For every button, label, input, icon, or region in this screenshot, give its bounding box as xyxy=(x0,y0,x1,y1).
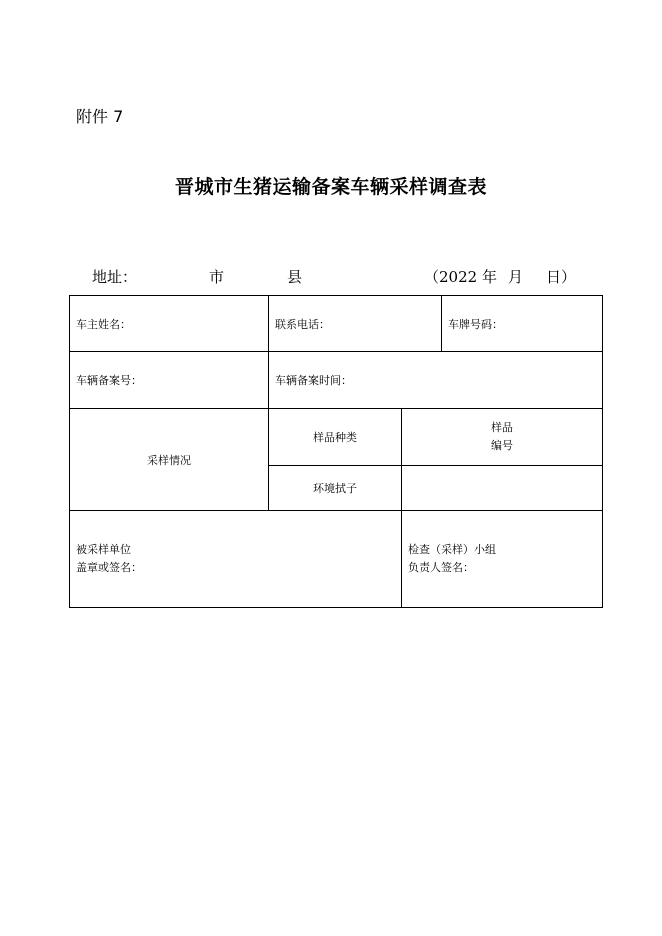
inspector-signature-cell[interactable] xyxy=(402,511,603,608)
sampled-unit-label: 被采样单位 xyxy=(76,543,131,556)
leader-signature-label: 负责人签名： xyxy=(408,561,474,574)
sampling-status-label: 采样情况 xyxy=(147,453,191,467)
sample-number-cell[interactable] xyxy=(402,409,603,466)
date-month-suffix: 月 xyxy=(508,268,524,286)
env-swab-value-cell[interactable] xyxy=(402,466,603,511)
sampling-status-cell xyxy=(70,409,269,511)
plate-number-cell[interactable] xyxy=(442,296,603,352)
attachment-label: 附件 7 xyxy=(76,107,124,126)
owner-name-label: 车主姓名： xyxy=(76,317,131,331)
owner-name-cell[interactable] xyxy=(70,296,269,352)
sampling-survey-table xyxy=(69,295,603,608)
sample-type-cell xyxy=(269,409,402,466)
contact-phone-label: 联系电话： xyxy=(275,317,330,331)
sample-number-label-line1: 样品 xyxy=(491,421,513,434)
city-suffix: 市 xyxy=(209,268,225,286)
plate-number-label: 车牌号码： xyxy=(448,317,503,331)
sample-type-label: 样品种类 xyxy=(313,431,357,444)
registration-no-cell[interactable] xyxy=(70,352,269,409)
contact-phone-cell[interactable] xyxy=(269,296,442,352)
registration-no-label: 车辆备案号： xyxy=(76,374,142,387)
sample-number-label-line2: 编号 xyxy=(491,439,513,452)
env-swab-cell xyxy=(269,466,402,511)
address-label: 地址： xyxy=(92,268,138,286)
env-swab-label: 环境拭子 xyxy=(313,482,357,495)
registration-time-label: 车辆备案时间： xyxy=(275,374,352,387)
page-title: 晋城市生猪运输备案车辆采样调查表 xyxy=(174,176,487,198)
date-year: （2022 年 xyxy=(424,268,497,286)
stamp-or-sign-label: 盖章或签名： xyxy=(76,561,142,574)
county-suffix: 县 xyxy=(287,268,303,286)
registration-time-cell[interactable] xyxy=(269,352,603,409)
inspection-team-label: 检查（采样）小组 xyxy=(408,543,496,556)
sampled-unit-signature-cell[interactable] xyxy=(70,511,402,608)
date-day-suffix: 日） xyxy=(546,268,577,286)
